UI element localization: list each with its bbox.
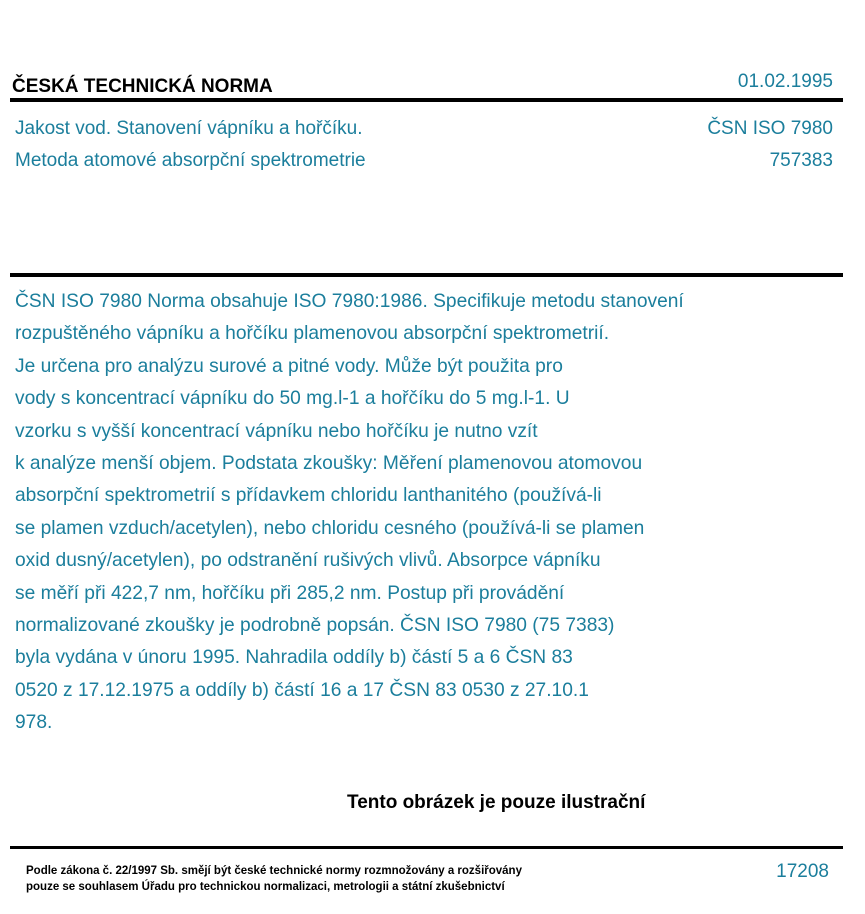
standard-title-line1: Jakost vod. Stanovení vápníku a hořčíku. (15, 118, 363, 139)
page-number: 17208 (776, 861, 829, 882)
class-number: 757383 (769, 150, 833, 171)
illustration-note: Tento obrázek je pouze ilustrační (347, 792, 646, 813)
abstract-line: byla vydána v únoru 1995. Nahradila oddíly b) částí 5 a 6 ČSN 83 (15, 647, 573, 669)
abstract-text (15, 286, 815, 740)
section-divider (10, 273, 843, 277)
abstract-line: vody s koncentrací vápníku do 50 mg.l-1 a hořčíku do 5 mg.l-1. U (15, 388, 570, 410)
abstract-line: normalizované zkoušky je podrobně popsán. ČSN ISO 7980 (75 7383) (15, 615, 615, 637)
standard-title-line2: Metoda atomové absorpční spektrometrie (15, 150, 366, 171)
legal-notice (26, 863, 522, 895)
abstract-line: se měří při 422,7 nm, hořčíku při 285,2 nm. Postup při provádění (15, 582, 565, 604)
header-divider (10, 98, 843, 102)
abstract-line: 978. (15, 712, 53, 734)
abstract-line: ČSN ISO 7980 Norma obsahuje ISO 7980:1986. Specifikuje metodu stanovení (15, 291, 684, 312)
abstract-line: 0520 z 17.12.1975 a oddíly b) částí 16 a 17 ČSN 83 0530 z 27.10.1 (15, 679, 589, 701)
abstract-line: Je určena pro analýzu surové a pitné vody. Může být použita pro (15, 355, 563, 377)
abstract-line: se plamen vzduch/acetylen), nebo chloridu cesného (používá-li se plamen (15, 517, 645, 539)
publication-date: 01.02.1995 (737, 71, 833, 92)
abstract-line: absorpční spektrometrií s přídavkem chloridu lanthanitého (používá-li (15, 485, 602, 507)
document-heading: ČESKÁ TECHNICKÁ NORMA (12, 76, 273, 97)
standard-code: ČSN ISO 7980 (707, 118, 833, 139)
abstract-line: vzorku s vyšší koncentrací vápníku nebo hořčíku je nutno vzít (15, 420, 538, 442)
footer-divider (10, 846, 843, 849)
legal-notice-line2: pouze se souhlasem Úřadu pro technickou normalizaci, metrologii a státní zkušebnictví (26, 881, 505, 893)
abstract-line: rozpuštěného vápníku a hořčíku plamenovou absorpční spektrometrií. (15, 323, 610, 345)
abstract-line: k analýze menší objem. Podstata zkoušky: Měření plamenovou atomovou (15, 453, 643, 475)
abstract-line: oxid dusný/acetylen), po odstranění rušivých vlivů. Absorpce vápníku (15, 550, 601, 572)
legal-notice-line1: Podle zákona č. 22/1997 Sb. smějí být české technické normy rozmnožovány a rozšiřovány (26, 865, 522, 877)
